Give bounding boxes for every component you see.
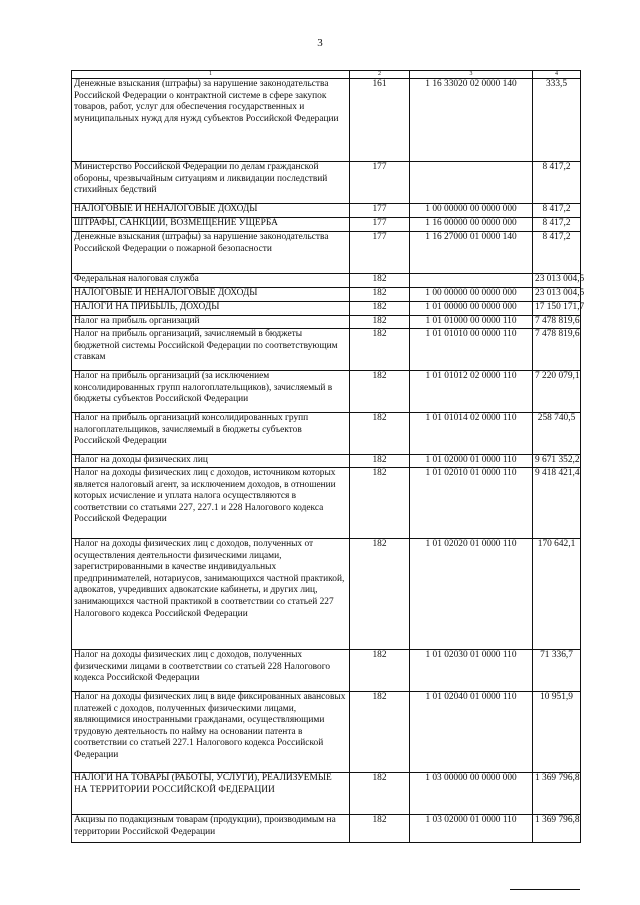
row-admin-code-cell: 177	[350, 204, 410, 218]
row-admin-code-cell: 177	[350, 218, 410, 232]
row-admin-code-cell: 177	[350, 232, 410, 274]
row-sum-cell: 170 642,1	[533, 539, 581, 650]
table-row	[72, 371, 581, 413]
row-name-cell: НАЛОГИ НА ТОВАРЫ (РАБОТЫ, УСЛУГИ), РЕАЛИЗУЕМЫЕ НА ТЕРРИТОРИИ РОССИЙСКОЙ ФЕДЕРАЦИИ	[72, 773, 350, 815]
row-name-cell: Налог на доходы физических лиц с доходов, полученных физическими лицами в соответствии со статьей 228 Налогового кодекса Российской Федерации	[72, 650, 350, 692]
table-row	[72, 413, 581, 455]
table-row	[72, 79, 581, 162]
row-budget-code-cell: 1 16 27000 01 0000 140	[410, 232, 533, 274]
header-col-sum: 4	[533, 71, 581, 79]
row-budget-code-cell	[410, 162, 533, 204]
row-budget-code-cell: 1 01 01010 00 0000 110	[410, 329, 533, 371]
row-sum-cell: 333,5	[533, 79, 581, 162]
table-row	[72, 468, 581, 539]
row-admin-code-cell: 182	[350, 316, 410, 329]
row-sum-cell: 7 478 819,6	[533, 316, 581, 329]
row-sum-cell: 1 369 796,8	[533, 815, 581, 843]
row-budget-code-cell: 1 01 02000 01 0000 110	[410, 455, 533, 468]
row-name-cell: НАЛОГИ НА ПРИБЫЛЬ, ДОХОДЫ	[72, 302, 350, 316]
row-sum-cell: 10 951,9	[533, 692, 581, 773]
table-row	[72, 815, 581, 843]
row-sum-cell: 9 671 352,2	[533, 455, 581, 468]
table-row	[72, 302, 581, 316]
row-admin-code-cell: 182	[350, 692, 410, 773]
row-name-cell: Денежные взыскания (штрафы) за нарушение законодательства Российской Федерации о пожарной безопасности	[72, 232, 350, 274]
row-budget-code-cell: 1 01 01014 02 0000 110	[410, 413, 533, 455]
table-row	[72, 316, 581, 329]
row-admin-code-cell: 182	[350, 455, 410, 468]
row-admin-code-cell: 182	[350, 413, 410, 455]
table-row	[72, 650, 581, 692]
row-budget-code-cell: 1 01 02030 01 0000 110	[410, 650, 533, 692]
row-name-cell: Налог на прибыль организаций консолидированных групп налогоплательщиков, зачисляемый в бюджеты субъектов Российской Федерации	[72, 413, 350, 455]
row-sum-cell: 7 478 819,6	[533, 329, 581, 371]
table-row	[72, 162, 581, 204]
row-name-cell: ШТРАФЫ, САНКЦИИ, ВОЗМЕЩЕНИЕ УЩЕРБА	[72, 218, 350, 232]
table-row	[72, 329, 581, 371]
row-budget-code-cell: 1 01 00000 00 0000 000	[410, 302, 533, 316]
row-admin-code-cell: 182	[350, 371, 410, 413]
row-budget-code-cell: 1 16 00000 00 0000 000	[410, 218, 533, 232]
row-admin-code-cell: 161	[350, 79, 410, 162]
row-name-cell: Акцизы по подакцизным товарам (продукции), производимым на территории Российской Федерации	[72, 815, 350, 843]
row-budget-code-cell: 1 01 01000 00 0000 110	[410, 316, 533, 329]
table-row	[72, 692, 581, 773]
row-name-cell: Налог на доходы физических лиц	[72, 455, 350, 468]
row-sum-cell: 258 740,5	[533, 413, 581, 455]
row-sum-cell: 8 417,2	[533, 204, 581, 218]
row-admin-code-cell: 182	[350, 650, 410, 692]
row-budget-code-cell: 1 00 00000 00 0000 000	[410, 288, 533, 302]
row-name-cell: Федеральная налоговая служба	[72, 274, 350, 288]
row-admin-code-cell: 182	[350, 329, 410, 371]
row-sum-cell: 8 417,2	[533, 162, 581, 204]
row-budget-code-cell: 1 01 01012 02 0000 110	[410, 371, 533, 413]
row-budget-code-cell: 1 00 00000 00 0000 000	[410, 204, 533, 218]
row-sum-cell: 23 013 004,5	[533, 288, 581, 302]
table-row	[72, 539, 581, 650]
revenue-table-body	[72, 71, 585, 843]
row-name-cell: Налог на прибыль организаций, зачисляемый в бюджеты бюджетной системы Российской Федерации по соответствующим ставкам	[72, 329, 350, 371]
row-sum-cell: 1 369 796,8	[533, 773, 581, 815]
row-sum-cell: 7 220 079,1	[533, 371, 581, 413]
row-sum-cell: 71 336,7	[533, 650, 581, 692]
header-col-code: 3	[410, 71, 533, 79]
row-admin-code-cell: 182	[350, 288, 410, 302]
row-name-cell: НАЛОГОВЫЕ И НЕНАЛОГОВЫЕ ДОХОДЫ	[72, 288, 350, 302]
row-budget-code-cell: 1 03 02000 01 0000 110	[410, 815, 533, 843]
row-sum-cell: 8 417,2	[533, 218, 581, 232]
revenue-table	[71, 70, 585, 843]
row-budget-code-cell: 1 01 02020 01 0000 110	[410, 539, 533, 650]
row-name-cell: Налог на доходы физических лиц в виде фиксированных авансовых платежей с доходов, полученных физическими лицами, являющимися иностранными гражданами, осуществляющими трудовую деятельность по найму на основании патента в соответствии со статьей 227.1 Налогового кодекса Российской Федерации	[72, 692, 350, 773]
row-name-cell: Денежные взыскания (штрафы) за нарушение законодательства Российской Федерации о контрактной системе в сфере закупок товаров, работ, услуг для обеспечения государственных и муниципальных нужд для нужд субъектов Российской Федерации	[72, 79, 350, 162]
row-name-cell: Налог на доходы физических лиц с доходов, источником которых является налоговый агент, за исключением доходов, в отношении которых исчисление и уплата налога осуществляются в соответствии со статьями 227, 227.1 и 228 Налогового кодекса Российской Федерации	[72, 468, 350, 539]
row-admin-code-cell: 182	[350, 468, 410, 539]
row-budget-code-cell: 1 03 00000 00 0000 000	[410, 773, 533, 815]
row-name-cell: Налог на прибыль организаций	[72, 316, 350, 329]
row-admin-code-cell: 182	[350, 773, 410, 815]
row-budget-code-cell: 1 01 02010 01 0000 110	[410, 468, 533, 539]
row-sum-cell: 8 417,2	[533, 232, 581, 274]
table-row	[72, 773, 581, 815]
row-name-cell: НАЛОГОВЫЕ И НЕНАЛОГОВЫЕ ДОХОДЫ	[72, 204, 350, 218]
row-admin-code-cell: 182	[350, 539, 410, 650]
footer-divider	[510, 889, 580, 890]
row-admin-code-cell: 182	[350, 815, 410, 843]
row-admin-code-cell: 182	[350, 274, 410, 288]
table-row	[72, 232, 581, 274]
table-row	[72, 288, 581, 302]
table-row	[72, 455, 581, 468]
row-sum-cell: 9 418 421,4	[533, 468, 581, 539]
row-budget-code-cell: 1 16 33020 02 0000 140	[410, 79, 533, 162]
table-row	[72, 218, 581, 232]
header-col-admin: 2	[350, 71, 410, 79]
table-row	[72, 274, 581, 288]
row-sum-cell: 23 013 004,5	[533, 274, 581, 288]
table-header-row	[72, 71, 581, 79]
row-name-cell: Налог на прибыль организаций (за исключением консолидированных групп налогоплательщиков), зачисляемый в бюджеты субъектов Российской Федерации	[72, 371, 350, 413]
row-budget-code-cell: 1 01 02040 01 0000 110	[410, 692, 533, 773]
row-admin-code-cell: 177	[350, 162, 410, 204]
page-number: 3	[317, 37, 323, 49]
row-name-cell: Министерство Российской Федерации по делам гражданской обороны, чрезвычайным ситуациям и ликвидации последствий стихийных бедствий	[72, 162, 350, 204]
row-budget-code-cell	[410, 274, 533, 288]
row-admin-code-cell: 182	[350, 302, 410, 316]
row-name-cell: Налог на доходы физических лиц с доходов, полученных от осуществления деятельности физическими лицами, зарегистрированными в качестве индивидуальных предпринимателей, нотариусов, занимающихся частной практикой, адвокатов, учредивших адвокатские кабинеты, и других лиц, занимающихся частной практикой в соответствии со статьей 227 Налогового кодекса Российской Федерации	[72, 539, 350, 650]
table-row	[72, 204, 581, 218]
header-col-name: 1	[72, 71, 350, 79]
row-sum-cell: 17 150 171,7	[533, 302, 581, 316]
